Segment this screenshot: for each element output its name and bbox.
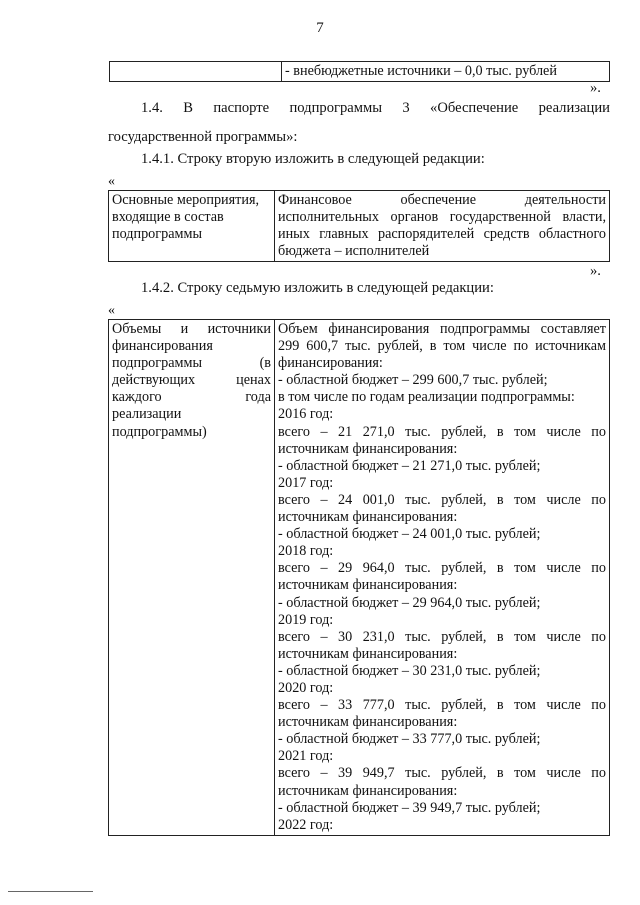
cell-line: - областной бюджет – 29 964,0 тыс. рублей; xyxy=(278,594,541,611)
cell-line: 299 600,7 тыс. рублей, в том числе по источникам xyxy=(278,338,606,355)
cell-line: подпрограммы xyxy=(112,226,202,243)
word: подпрограммы xyxy=(289,100,383,116)
table-row xyxy=(110,62,610,82)
closing-quote: ». xyxy=(590,263,601,279)
cell-line: финансирования xyxy=(112,338,213,355)
cell-line: источникам финансирования: xyxy=(278,714,458,731)
cell-line: всего – 24 001,0 тыс. рублей, в том числе по xyxy=(278,491,606,508)
cell-line: всего – 30 231,0 тыс. рублей, в том числе по xyxy=(278,628,606,645)
top-table xyxy=(109,61,610,82)
row-7-right-cell xyxy=(275,320,610,836)
cell-line: Объем финансирования подпрограммы составляет xyxy=(278,321,606,337)
cell-line: всего – 21 271,0 тыс. рублей, в том числе по xyxy=(278,423,606,440)
word: 3 xyxy=(402,100,410,116)
row-7-left-cell xyxy=(109,320,275,836)
cell-line: - областной бюджет – 299 600,7 тыс. рублей; xyxy=(278,372,548,389)
cell-line: иных главных распорядителей средств областного xyxy=(278,226,606,243)
table-cell: - внебюджетные источники – 0,0 тыс. рублей xyxy=(282,62,610,82)
cell-line: всего – 33 777,0 тыс. рублей, в том числе по xyxy=(278,697,606,714)
cell-line: 2017 год: xyxy=(278,474,334,491)
cell-line: источникам финансирования: xyxy=(278,440,458,457)
cell-line: - областной бюджет – 30 231,0 тыс. рублей; xyxy=(278,662,541,679)
row-2-table xyxy=(108,190,610,262)
cell-line: финансирования: xyxy=(278,355,383,372)
cell-line: - областной бюджет – 39 949,7 тыс. рублей; xyxy=(278,799,541,816)
word: В xyxy=(183,100,193,116)
cell-line: 2021 год: xyxy=(278,748,334,765)
paragraph-line xyxy=(108,99,610,117)
table-row xyxy=(109,191,610,262)
opening-quote: « xyxy=(108,174,115,189)
word: 1.4. xyxy=(141,100,163,116)
cell-line: Финансовое обеспечение деятельности xyxy=(278,192,606,208)
cell-line: - областной бюджет – 21 271,0 тыс. рублей; xyxy=(278,457,541,474)
table-cell-empty xyxy=(110,62,282,82)
cell-line: источникам финансирования: xyxy=(278,645,458,662)
footer-separator xyxy=(8,891,93,892)
cell-line: - областной бюджет – 24 001,0 тыс. рублей; xyxy=(278,526,541,543)
cell-line: 2018 год: xyxy=(278,543,334,560)
cell-line: бюджета – исполнителей xyxy=(278,243,430,260)
cell-line: 2022 год: xyxy=(278,816,334,833)
cell-line: 2016 год: xyxy=(278,406,334,423)
closing-quote: ». xyxy=(590,80,601,96)
cell-line: - областной бюджет – 33 777,0 тыс. рублей; xyxy=(278,731,541,748)
section-1-4-2-heading: 1.4.2. Строку седьмую изложить в следующей редакции: xyxy=(141,280,494,296)
table-row xyxy=(109,320,610,836)
cell-line: входящие в состав xyxy=(112,209,224,226)
cell-line: источникам финансирования: xyxy=(278,782,458,799)
cell-line: каждого года xyxy=(112,389,271,406)
cell-line: источникам финансирования: xyxy=(278,577,458,594)
opening-quote: « xyxy=(108,303,115,318)
cell-line: всего – 39 949,7 тыс. рублей, в том числе по xyxy=(278,765,606,782)
cell-line: подпрограммы) xyxy=(112,423,207,440)
cell-line: Основные мероприятия, xyxy=(112,192,260,208)
cell-line: всего – 29 964,0 тыс. рублей, в том числе по xyxy=(278,560,606,577)
word: «Обеспечение xyxy=(430,100,519,116)
word: паспорте xyxy=(213,100,270,116)
section-1-4-paragraph xyxy=(108,99,610,146)
row-7-table xyxy=(108,319,610,836)
cell-line: 2019 год: xyxy=(278,611,334,628)
cell-line: исполнительных органов государственной власти, xyxy=(278,209,606,226)
cell-line: Объемы и источники xyxy=(112,321,271,337)
section-1-4-1-heading: 1.4.1. Строку вторую изложить в следующей редакции: xyxy=(141,151,485,167)
row-2-right-cell xyxy=(275,191,610,262)
page-number: 7 xyxy=(316,20,324,36)
cell-line: источникам финансирования: xyxy=(278,509,458,526)
cell-line: действующих ценах xyxy=(112,372,271,389)
cell-line: в том числе по годам реализации подпрограммы: xyxy=(278,389,575,406)
row-2-left-cell xyxy=(109,191,275,262)
cell-line: подпрограммы (в xyxy=(112,355,271,372)
cell-line: 2020 год: xyxy=(278,679,334,696)
cell-line: реализации xyxy=(112,406,182,423)
paragraph-line: государственной программы»: xyxy=(108,129,298,145)
word: реализации xyxy=(538,100,610,116)
